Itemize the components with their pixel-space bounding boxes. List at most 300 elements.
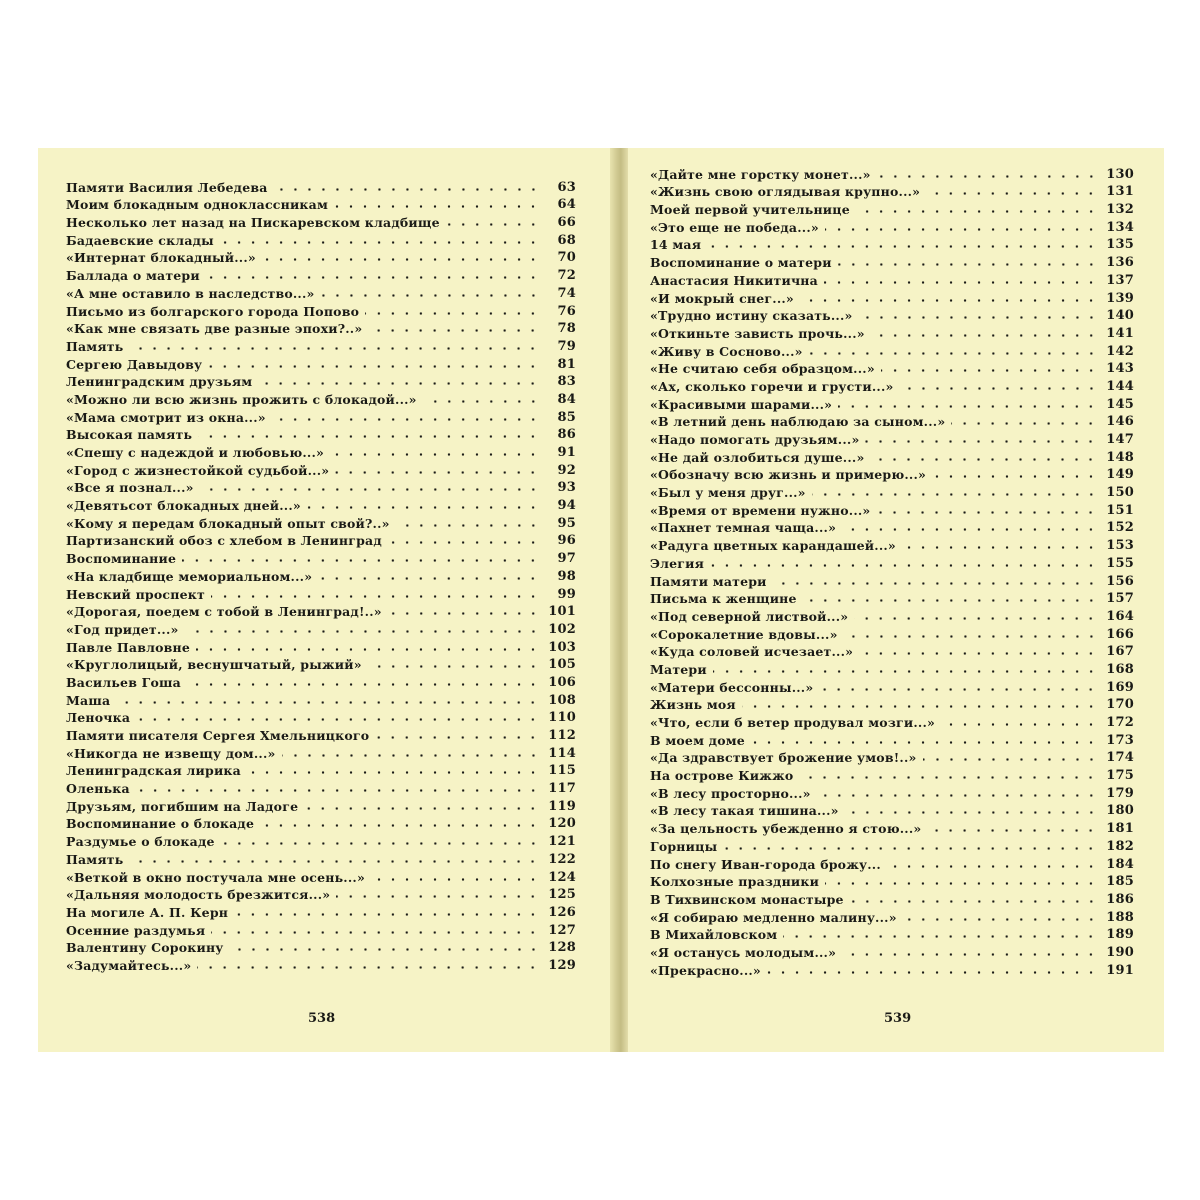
toc-entry-title: Валентину Сорокину (66, 940, 224, 956)
dot-leader (903, 918, 1098, 921)
dot-leader (200, 488, 540, 491)
dot-leader (824, 281, 1098, 284)
toc-entry-page: 97 (557, 551, 576, 567)
toc-entry-page: 186 (1106, 891, 1134, 907)
toc-entry-page: 135 (1106, 237, 1134, 253)
dot-leader (182, 559, 540, 562)
toc-entry (650, 500, 1134, 518)
toc-entry-title: Память (66, 851, 124, 867)
toc-entry (650, 765, 1134, 783)
toc-entry (650, 235, 1134, 253)
dot-leader (304, 807, 540, 810)
toc-entry-title: «Девятьсот блокадных дней...» (66, 498, 301, 514)
dot-leader (707, 245, 1098, 248)
dot-leader (809, 352, 1098, 355)
toc-entry-title: «Дорогая, поедем с тобой в Ленинград!..» (66, 604, 382, 620)
toc-entry-title: «Да здравствует брожение умов!..» (650, 750, 917, 766)
toc-entry-page: 156 (1106, 573, 1134, 589)
toc-entry-title: «Живу в Сосново...» (650, 343, 803, 359)
toc-entry (650, 642, 1134, 660)
toc-entry (650, 907, 1134, 925)
toc-entry-title: «Все я познал...» (66, 480, 194, 496)
toc-entry-page: 103 (548, 639, 576, 655)
toc-entry-page: 120 (548, 816, 576, 832)
toc-entry-page: 83 (557, 374, 576, 390)
toc-entry-title: «Жизнь свою оглядывая крупно...» (650, 184, 921, 200)
toc-entry (650, 889, 1134, 907)
toc-entry (650, 925, 1134, 943)
dot-leader (723, 847, 1098, 850)
dot-leader (336, 895, 540, 898)
toc-entry-page: 114 (548, 745, 576, 761)
toc-entry-page: 164 (1106, 608, 1134, 624)
toc-entry-title: Ленинградская лирика (66, 763, 241, 779)
toc-entry-page: 147 (1106, 432, 1134, 447)
toc-entry-title: Матери (650, 661, 707, 677)
dot-leader (388, 541, 540, 544)
dot-leader (870, 458, 1098, 461)
toc-entry-title: Памяти матери (650, 573, 767, 589)
dot-leader (230, 948, 540, 951)
toc-entry-title: Баллада о матери (66, 268, 200, 284)
toc-entry (66, 849, 576, 867)
toc-entry (650, 270, 1134, 288)
toc-entry (66, 885, 576, 903)
toc-entry (650, 836, 1134, 854)
toc-entry-page: 93 (557, 480, 576, 496)
toc-entry-title: Воспоминание о матери (650, 255, 832, 271)
toc-entry (66, 938, 576, 956)
book-gutter (610, 148, 628, 1052)
dot-leader (900, 387, 1098, 390)
toc-entry (66, 708, 576, 726)
toc-entry-page: 180 (1106, 803, 1134, 819)
dot-leader (881, 369, 1098, 372)
toc-entry (650, 677, 1134, 695)
toc-entry-page: 105 (548, 657, 576, 673)
dot-leader (368, 329, 540, 332)
toc-entry-page: 189 (1106, 927, 1134, 943)
toc-entry (66, 725, 576, 743)
toc-entry-page: 84 (557, 391, 576, 407)
dot-leader (196, 648, 540, 651)
toc-entry-title: «В лесу такая тишина...» (650, 803, 839, 819)
dot-leader (368, 665, 540, 668)
toc-entry-title: «Надо помогать друзьям...» (650, 432, 860, 447)
toc-entry-title: «Красивыми шарами...» (650, 396, 833, 412)
toc-entry (650, 412, 1134, 430)
toc-entry (66, 796, 576, 814)
toc-entry-title: Моей первой учительнице (650, 202, 850, 218)
toc-entry-page: 70 (557, 250, 576, 266)
toc-entry-page: 157 (1106, 591, 1134, 607)
toc-entry-page: 131 (1106, 184, 1134, 200)
toc-entry (66, 778, 576, 796)
toc-entry-page: 137 (1106, 272, 1134, 288)
toc-entry (650, 659, 1134, 677)
toc-entry (650, 783, 1134, 801)
toc-entry-title: Раздумье о блокаде (66, 834, 215, 850)
toc-entry-title: «Задумайтесь...» (66, 957, 192, 973)
dot-leader (825, 228, 1098, 231)
left-page (38, 148, 610, 1052)
toc-entry (66, 195, 576, 213)
dot-leader (187, 683, 540, 686)
toc-entry-page: 155 (1106, 555, 1134, 571)
toc-entry-title: «А мне оставило в наследство...» (66, 285, 315, 301)
toc-entry (66, 743, 576, 761)
dot-leader (877, 175, 1098, 178)
dot-leader (129, 860, 540, 863)
toc-entry (650, 359, 1134, 377)
toc-entry-title: На острове Кижжо (650, 768, 794, 784)
dot-leader (926, 192, 1098, 195)
toc-entry-title: Друзьям, погибшим на Ладоге (66, 798, 299, 814)
toc-entry (66, 425, 576, 443)
toc-entry-title: В Тихвинском монастыре (650, 891, 844, 907)
toc-entry-title: «Время от времени нужно...» (650, 502, 871, 518)
toc-entry (66, 177, 576, 195)
toc-entry-title: «Прекрасно...» (650, 962, 761, 978)
dot-leader (221, 842, 540, 845)
toc-entry-title: «Дайте мне горстку монет...» (650, 166, 871, 182)
dot-leader (282, 754, 540, 757)
toc-entry-title: Элегия (650, 555, 705, 571)
dot-leader (211, 931, 540, 934)
toc-entry-title: «Что, если б ветер продувал мозги...» (650, 715, 936, 730)
toc-entry (66, 531, 576, 549)
toc-entry-title: «Обозначу всю жизнь и примерю...» (650, 467, 927, 483)
toc-entry (650, 942, 1134, 960)
dot-leader (927, 829, 1098, 832)
toc-entry (650, 606, 1134, 624)
toc-entry-page: 79 (557, 338, 576, 354)
toc-entry-page: 119 (548, 798, 576, 814)
toc-entry-page: 136 (1106, 255, 1134, 271)
toc-entry-title: «На кладбище мемориальном...» (66, 568, 313, 584)
toc-entry-title: «Я останусь молодым...» (650, 944, 837, 960)
toc-entry-title: Письма к женщине (650, 591, 797, 607)
toc-entry (66, 619, 576, 637)
dot-leader (838, 405, 1098, 408)
toc-entry-page: 168 (1106, 661, 1134, 677)
toc-entry-page: 150 (1106, 485, 1134, 501)
dot-leader (742, 705, 1098, 708)
toc-entry-page: 145 (1106, 396, 1134, 412)
toc-entry-page: 110 (548, 710, 576, 726)
toc-entry (650, 624, 1134, 642)
toc-entry (650, 748, 1134, 766)
toc-entry-page: 98 (557, 568, 576, 584)
toc-entry-title: «Можно ли всю жизнь прожить с блокадой...» (66, 391, 417, 407)
toc-entry-page: 66 (557, 215, 576, 231)
dot-leader (335, 471, 540, 474)
dot-leader (185, 630, 540, 633)
toc-entry-page: 106 (548, 674, 576, 690)
toc-entry-title: «Трудно истину сказать...» (650, 308, 853, 324)
toc-entry (650, 589, 1134, 607)
toc-entry (66, 814, 576, 832)
dot-leader (803, 599, 1098, 602)
dot-leader (713, 670, 1098, 673)
toc-entry-title: Осенние раздумья (66, 922, 206, 938)
toc-entry-page: 117 (548, 781, 576, 797)
toc-entry-page: 112 (548, 728, 576, 743)
toc-entry-title: «Куда соловей исчезает...» (650, 644, 854, 660)
dot-leader (856, 210, 1098, 213)
toc-entry-page: 167 (1106, 644, 1134, 660)
toc-entry (650, 447, 1134, 465)
toc-entry-page: 64 (557, 197, 576, 213)
dot-leader (197, 966, 540, 969)
toc-entry (66, 478, 576, 496)
toc-entry-page: 169 (1106, 679, 1134, 695)
toc-entry-page: 148 (1106, 449, 1134, 465)
toc-entry-title: «Не дай озлобиться душе...» (650, 449, 865, 465)
toc-entry-page: 151 (1106, 502, 1134, 518)
toc-entry (66, 548, 576, 566)
toc-entry (66, 672, 576, 690)
toc-entry (66, 319, 576, 337)
toc-entry-title: «Спешу с надеждой и любовью...» (66, 445, 325, 460)
toc-entry-page: 185 (1106, 874, 1134, 890)
toc-entry-page: 124 (548, 869, 576, 885)
toc-entry (66, 265, 576, 283)
dot-leader (136, 789, 540, 792)
toc-entry-title: «В летний день наблюдаю за сыном...» (650, 414, 946, 430)
toc-entry (66, 407, 576, 425)
toc-entry (650, 818, 1134, 836)
toc-entry (66, 354, 576, 372)
dot-leader (923, 758, 1098, 761)
dot-leader (260, 824, 540, 827)
toc-entry (66, 442, 576, 460)
dot-leader (799, 776, 1098, 779)
toc-entry-page: 140 (1106, 308, 1134, 324)
toc-entry-title: В Михайловском (650, 927, 778, 943)
toc-entry-page: 101 (548, 604, 576, 620)
toc-entry-title: «Никогда не извещу дом...» (66, 745, 276, 761)
dot-leader (838, 263, 1098, 266)
toc-entry (66, 212, 576, 230)
dot-leader (247, 771, 540, 774)
dot-leader (842, 953, 1098, 956)
toc-entry-page: 139 (1106, 290, 1134, 306)
toc-entry (66, 283, 576, 301)
dot-leader (767, 971, 1098, 974)
toc-entry-page: 74 (557, 285, 576, 301)
toc-entry (650, 960, 1134, 978)
toc-entry (650, 553, 1134, 571)
toc-entry-page: 190 (1106, 944, 1134, 960)
toc-entry (650, 376, 1134, 394)
dot-leader (208, 365, 540, 368)
dot-leader (710, 564, 1098, 567)
toc-entry-page: 141 (1106, 325, 1134, 341)
toc-entry (66, 336, 576, 354)
toc-entry (66, 637, 576, 655)
dot-leader (396, 524, 540, 527)
toc-entry (650, 164, 1134, 182)
toc-entry (66, 248, 576, 266)
toc-entry-title: На могиле А. П. Керн (66, 904, 229, 920)
toc-entry (650, 730, 1134, 748)
toc-entry-title: Сергею Давыдову (66, 356, 203, 372)
dot-leader (844, 635, 1098, 638)
dot-leader (234, 913, 540, 916)
toc-entry (650, 518, 1134, 536)
dot-leader (365, 312, 540, 315)
toc-entry-title: По снегу Иван-города брожу... (650, 856, 881, 872)
toc-entry (650, 872, 1134, 890)
toc-entry-page: 146 (1106, 414, 1134, 430)
dot-leader (198, 435, 540, 438)
toc-entry-title: «Под северной листвой...» (650, 608, 849, 624)
toc-entry-page: 173 (1106, 732, 1134, 748)
toc-entry-title: Память (66, 338, 124, 354)
toc-entry-title: Павле Павловне (66, 639, 191, 655)
toc-entry-title: Памяти Василия Лебедева (66, 179, 268, 195)
toc-entry (650, 801, 1134, 819)
dot-leader (865, 440, 1098, 443)
toc-entry-title: «В лесу просторно...» (650, 785, 811, 801)
toc-entry (650, 712, 1134, 730)
dot-leader (423, 400, 540, 403)
toc-entry-page: 76 (557, 303, 576, 319)
toc-entry-page: 172 (1106, 715, 1134, 730)
toc-entry-title: «Интернат блокадный...» (66, 250, 256, 266)
toc-entry-title: Колхозные праздники (650, 874, 820, 890)
toc-entry-page: 68 (557, 232, 576, 248)
toc-entry (650, 695, 1134, 713)
dot-leader (330, 453, 540, 456)
toc-entry-page: 115 (548, 763, 576, 779)
toc-entry-page: 94 (557, 498, 576, 514)
toc-entry-page: 130 (1106, 166, 1134, 182)
toc-entry-page: 126 (548, 904, 576, 920)
toc-entry-page: 102 (548, 621, 576, 637)
dot-leader (321, 294, 540, 297)
toc-entry-page: 91 (557, 445, 576, 460)
toc-entry-page: 85 (557, 409, 576, 425)
toc-entry (66, 513, 576, 531)
dot-leader (773, 582, 1098, 585)
toc-entry-title: «Пахнет темная чаща...» (650, 520, 837, 536)
dot-leader (941, 723, 1098, 726)
right-page (628, 148, 1164, 1052)
toc-entry (66, 602, 576, 620)
toc-entry-page: 86 (557, 427, 576, 443)
toc-entry-title: «Как мне связать две разные эпохи?..» (66, 321, 363, 337)
toc-entry-page: 149 (1106, 467, 1134, 483)
toc-entry-page: 129 (548, 957, 576, 973)
toc-entry-title: «Мама смотрит из окна...» (66, 409, 266, 425)
toc-entry-page: 95 (557, 515, 576, 531)
toc-entry (66, 690, 576, 708)
toc-entry (66, 230, 576, 248)
toc-entry (650, 571, 1134, 589)
toc-entry-title: «Круглолицый, веснушчатый, рыжий» (66, 657, 362, 673)
dot-leader (220, 241, 540, 244)
dot-leader (334, 205, 540, 208)
toc-entry-title: «Не считаю себя образцом...» (650, 361, 875, 377)
toc-entry-page: 63 (557, 179, 576, 195)
toc-entry-title: В моем доме (650, 732, 745, 748)
dot-leader (850, 900, 1098, 903)
toc-entry (66, 655, 576, 673)
toc-entry-page: 81 (557, 356, 576, 372)
toc-entry-page: 181 (1106, 821, 1134, 837)
toc-entry-page: 78 (557, 321, 576, 337)
toc-entry-title: «Ах, сколько горечи и грусти...» (650, 378, 894, 394)
toc-entry (66, 301, 576, 319)
toc-entry-page: 99 (557, 586, 576, 602)
toc-entry-page: 134 (1106, 219, 1134, 235)
toc-entry-page: 174 (1106, 750, 1134, 766)
toc-entry-page: 175 (1106, 768, 1134, 784)
dot-leader (375, 736, 540, 739)
toc-entry (650, 199, 1134, 217)
dot-leader (116, 701, 540, 704)
dot-leader (951, 422, 1098, 425)
dot-leader (262, 258, 540, 261)
toc-entry-title: Леночка (66, 710, 131, 726)
dot-leader (274, 188, 540, 191)
toc-entry-title: «Матери бессонны...» (650, 679, 814, 695)
toc-entry-title: «И мокрый снег...» (650, 290, 794, 306)
toc-entry-title: «За цельность убежденно я стою...» (650, 821, 922, 837)
toc-entry-title: «Я собираю медленно малину...» (650, 909, 897, 925)
toc-entry-title: Воспоминание о блокаде (66, 816, 255, 832)
toc-entry-title: «Это еще не победа...» (650, 219, 819, 235)
dot-leader (817, 794, 1098, 797)
toc-entry-page: 153 (1106, 538, 1134, 554)
toc-entry (66, 867, 576, 885)
dot-leader (842, 528, 1098, 531)
toc-entry-title: Ленинградским друзьям (66, 374, 253, 390)
toc-entry (650, 323, 1134, 341)
toc-entry-page: 127 (548, 922, 576, 938)
page-number-right: 539 (884, 1011, 912, 1026)
toc-entry-title: Оленька (66, 781, 130, 797)
dot-leader (887, 865, 1098, 868)
toc-entry (650, 429, 1134, 447)
toc-entry (650, 341, 1134, 359)
toc-entry (66, 955, 576, 973)
dot-leader (446, 223, 540, 226)
dot-leader (388, 612, 540, 615)
toc-entry-title: «Город с жизнестойкой судьбой...» (66, 462, 330, 478)
dot-leader (812, 493, 1098, 496)
toc-entry-page: 142 (1106, 343, 1134, 359)
toc-entry-page: 188 (1106, 909, 1134, 925)
dot-leader (871, 334, 1098, 337)
toc-entry-page: 191 (1106, 962, 1134, 978)
dot-leader (206, 276, 540, 279)
toc-entry-title: «Был у меня друг...» (650, 485, 806, 501)
dot-leader (819, 688, 1098, 691)
toc-list-right (650, 164, 1134, 978)
dot-leader (371, 878, 540, 881)
toc-entry-title: «Радуга цветных карандашей...» (650, 538, 896, 554)
dot-leader (136, 718, 540, 721)
toc-entry (66, 761, 576, 779)
toc-entry-page: 121 (548, 834, 576, 850)
toc-entry (650, 854, 1134, 872)
toc-entry-page: 170 (1106, 697, 1134, 713)
toc-entry-title: «Кому я передам блокадный опыт свой?..» (66, 515, 390, 531)
dot-leader (258, 382, 540, 385)
